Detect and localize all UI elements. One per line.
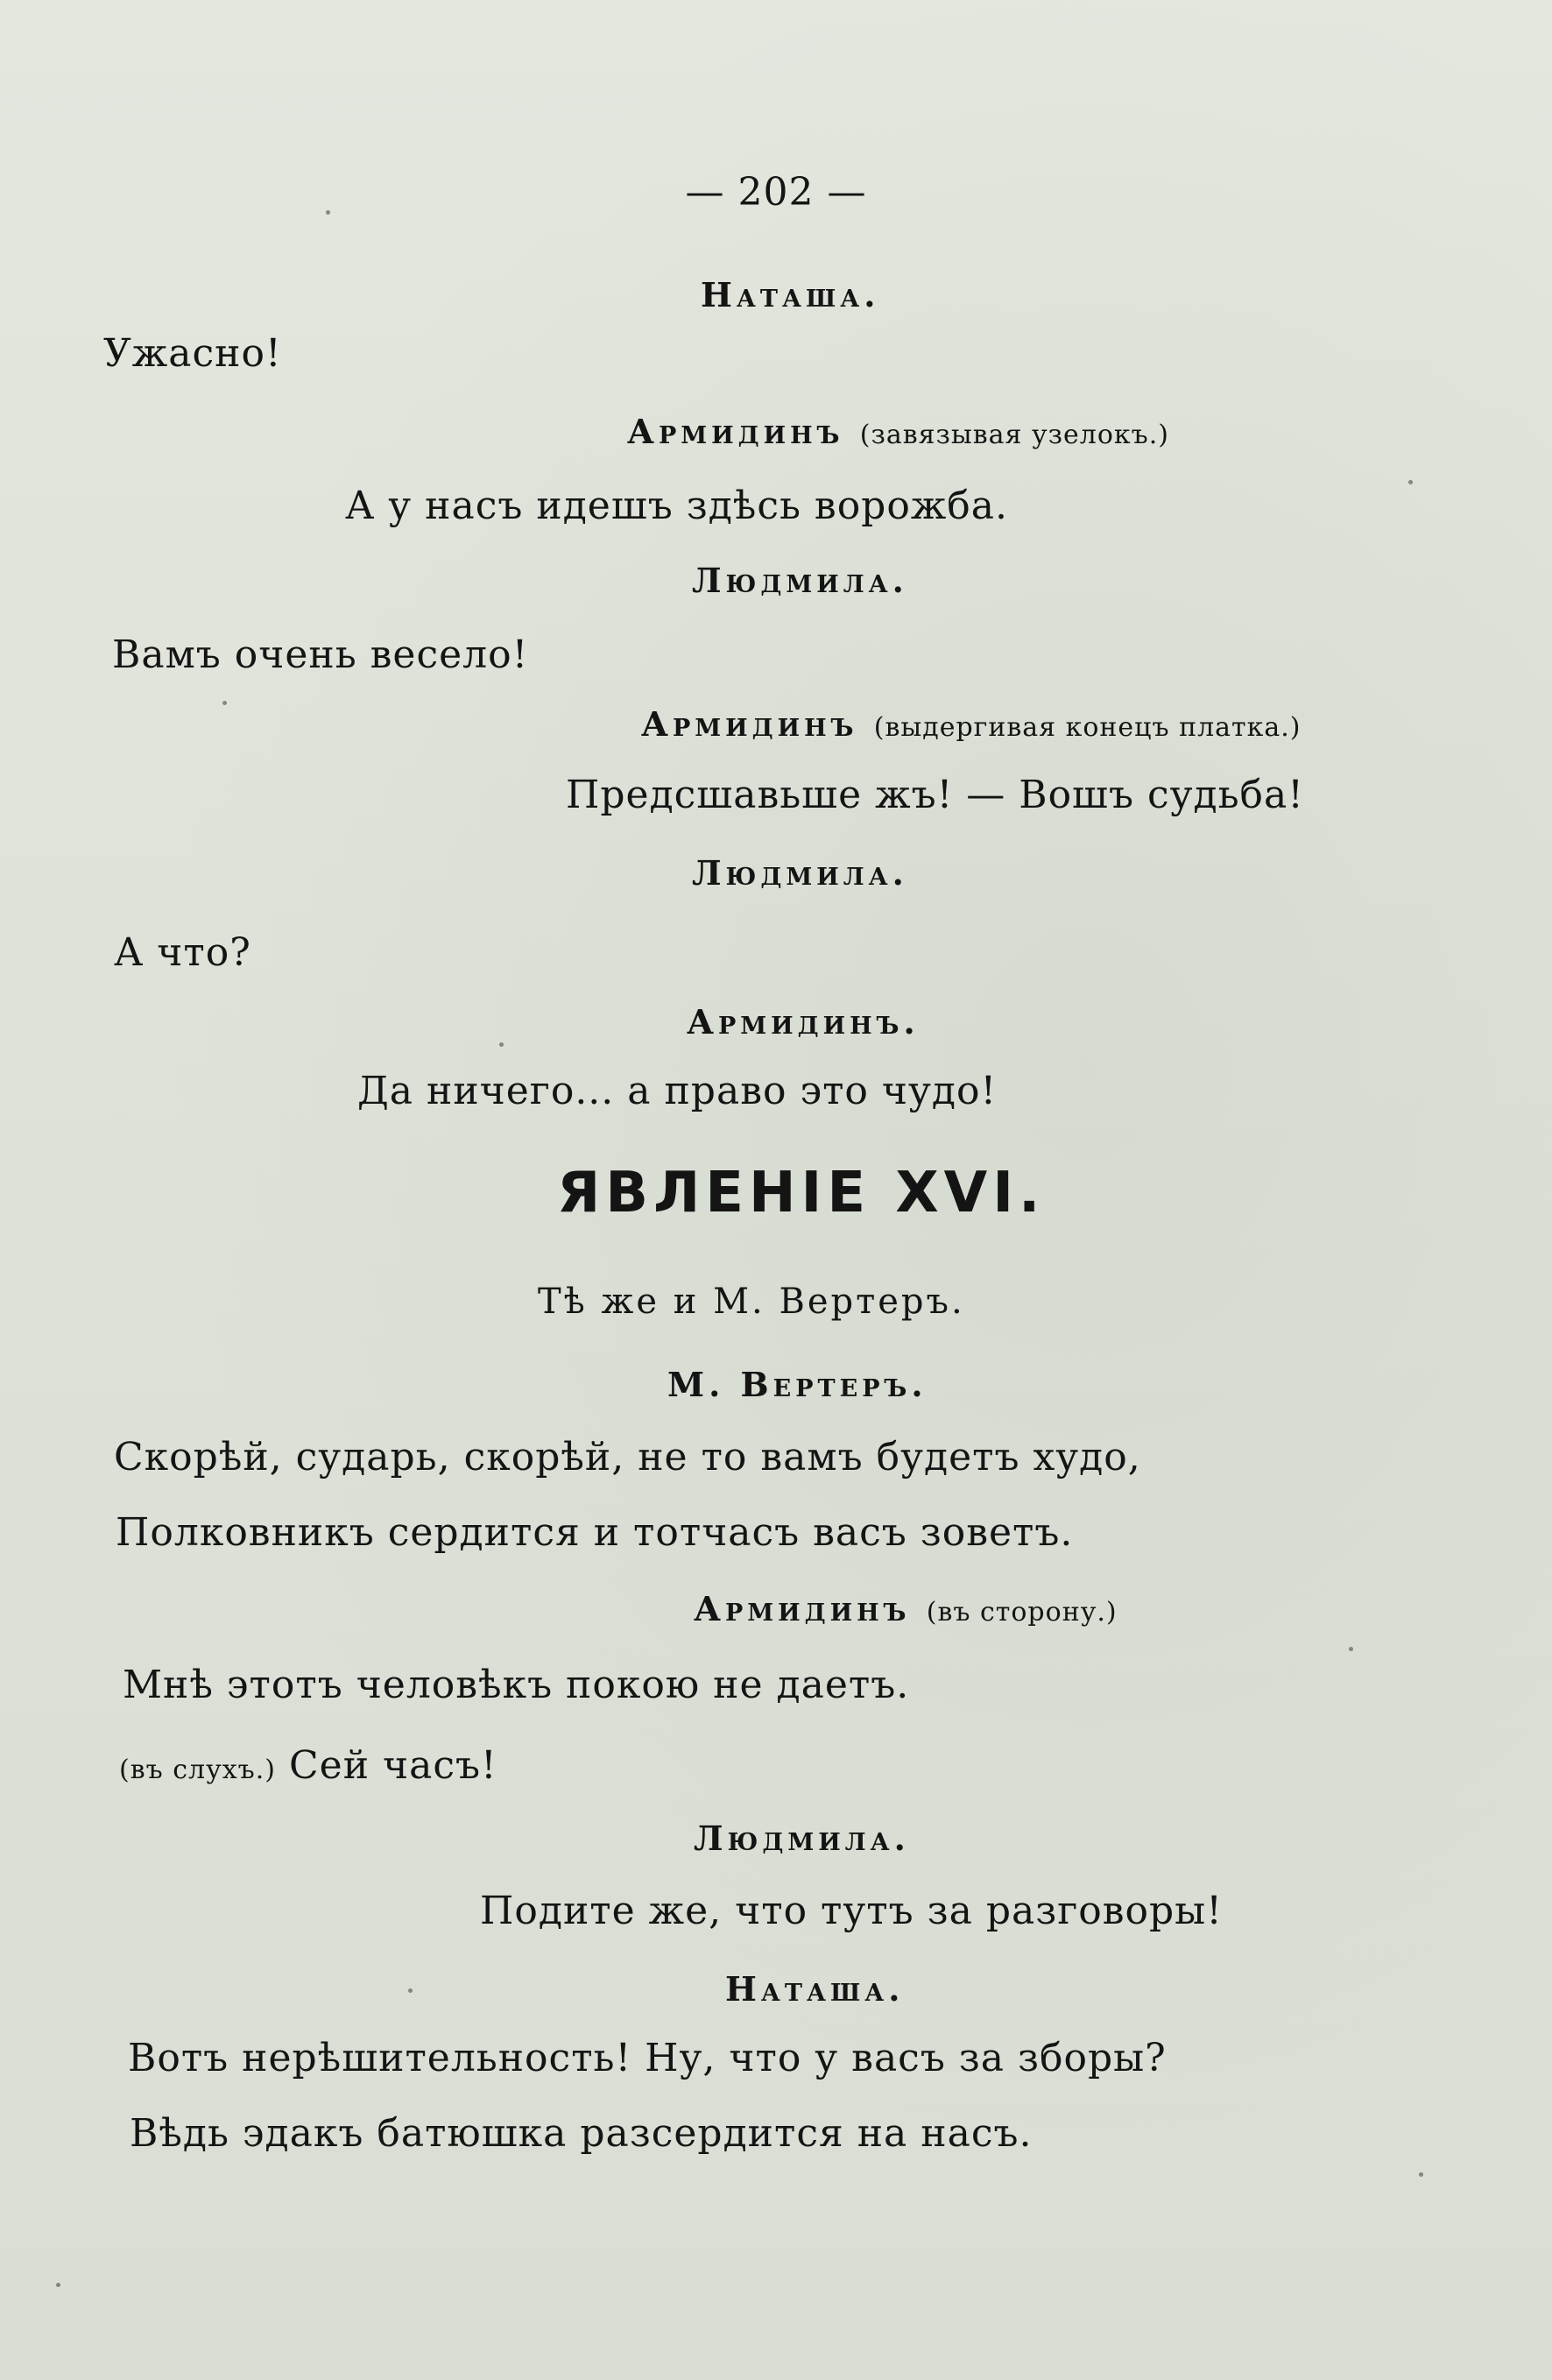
paper-speck [222,701,227,705]
stage-direction: (въ сторону.) [926,1597,1118,1628]
stage-direction: (завязывая узелокъ.) [859,420,1169,450]
speaker-natasha: Наташа. [725,1969,905,2009]
verse-line: А что? [114,930,251,975]
verse-line: Мнѣ этотъ человѣкъ покою не даетъ. [123,1663,910,1707]
verse-line: Предсшавьше жъ! — Вошъ судьба! [566,773,1304,817]
speaker-ludmila: Людмила. [692,561,908,600]
speaker-verter: М. Вертеръ. [667,1365,928,1404]
paper-speck [56,2283,60,2287]
paper-speck [1419,2172,1423,2177]
paper-speck [326,210,330,215]
speaker-name: Армидинъ [641,704,858,744]
verse-line: Полковникъ сердится и тотчасъ васъ зоветъ. [116,1510,1074,1555]
stage-direction: (выдергивая конецъ платка.) [873,712,1302,743]
verse-line: Вѣдь эдакъ батюшка разсердится на насъ. [130,2111,1033,2156]
verse-line [119,1743,497,1788]
speaker-natasha: Наташа. [701,275,880,314]
speaker-armidin [641,704,1302,744]
speaker-name: Армидинъ [694,1589,911,1628]
speaker-ludmila: Людмила. [692,853,908,893]
verse-line: Подите же, что тутъ за разговоры! [480,1889,1223,1933]
verse-line: Скорѣй, сударь, скорѣй, не то вамъ будетъ худо, [114,1435,1141,1480]
verse-line: А у насъ идешъ здѣсь ворожба. [345,484,1009,528]
scene-heading: ЯВЛЕНІЕ XVI. [557,1161,1046,1225]
paper-speck [1349,1647,1353,1651]
speaker-armidin [627,412,1169,451]
paper-speck [408,1988,413,1993]
verse-line: Вотъ нерѣшительность! Ну, что у васъ за зборы? [128,2036,1167,2080]
paper-speck [1408,480,1413,484]
verse-line: Ужасно! [103,331,282,376]
verse-text: Сей часъ! [288,1743,497,1788]
paper-speck [499,1042,504,1047]
speaker-armidin [694,1589,1118,1628]
stage-direction: (въ слухъ.) [119,1755,276,1785]
speaker-ludmila: Людмила. [694,1819,910,1858]
verse-line: Вамъ очень весело! [112,632,529,677]
page-number: — 202 — [685,170,867,215]
verse-line: Да ничего... а право это чудо! [357,1069,998,1113]
cast-list: Тѣ же и М. Вертеръ. [538,1282,965,1322]
speaker-name: Армидинъ [627,412,844,451]
speaker-armidin: Армидинъ. [687,1002,920,1042]
